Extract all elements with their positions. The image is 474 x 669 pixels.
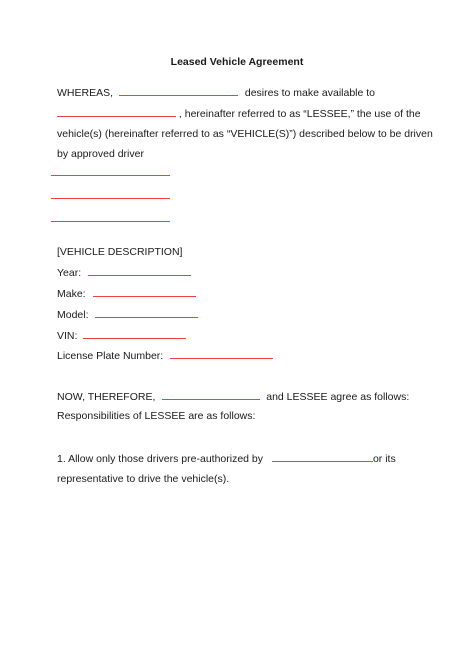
make-blank[interactable] [93, 287, 196, 297]
whereas-label: WHEREAS, [57, 87, 114, 99]
document-title: Leased Vehicle Agreement [170, 56, 304, 68]
make-label: Make: [57, 288, 86, 300]
driver-blank-3[interactable] [51, 221, 170, 222]
item-1-tail: or its [372, 453, 396, 465]
driver-blank-1[interactable] [51, 175, 170, 176]
now-text: and LESSEE agree as follows: [266, 391, 410, 403]
vin-label: VIN: [57, 330, 78, 342]
lessee-line [57, 107, 421, 121]
item-1-text: 1. Allow only those drivers pre-authorized by [57, 453, 264, 465]
model-label: Model: [57, 309, 89, 321]
whereas-text: desires to make available to [244, 87, 376, 99]
responsibilities-line: Responsibilities of LESSEE are as follows: [57, 410, 256, 422]
authorizer-blank[interactable] [272, 452, 373, 462]
driver-line: by approved driver [57, 148, 144, 160]
vehicles-line: vehicle(s) (hereinafter referred to as “VEHICLE(S)”) described below to be driven [57, 128, 433, 140]
lessor-name-blank[interactable] [119, 86, 238, 96]
year-label: Year: [57, 267, 82, 279]
item-1-line-2: representative to drive the vehicle(s). [57, 473, 230, 485]
plate-blank[interactable] [170, 349, 273, 359]
vin-row [57, 329, 186, 343]
lessee-name-blank[interactable] [57, 107, 176, 117]
year-row [57, 266, 191, 280]
whereas-line [57, 86, 375, 100]
now-label: NOW, THEREFORE, [57, 391, 156, 403]
lessee-text: , hereinafter referred to as “LESSEE,” the use of the [178, 108, 421, 120]
vehicle-description-heading: [VEHICLE DESCRIPTION] [57, 246, 183, 258]
year-blank[interactable] [88, 266, 191, 276]
model-blank[interactable] [95, 308, 198, 318]
now-therefore-line [57, 390, 409, 404]
plate-label: License Plate Number: [57, 350, 164, 362]
driver-blank-2[interactable] [51, 198, 170, 199]
party-blank[interactable] [162, 390, 260, 400]
make-row [57, 287, 196, 301]
plate-row [57, 349, 273, 363]
model-row [57, 308, 198, 322]
vin-blank[interactable] [83, 329, 186, 339]
item-1-line [57, 452, 396, 466]
